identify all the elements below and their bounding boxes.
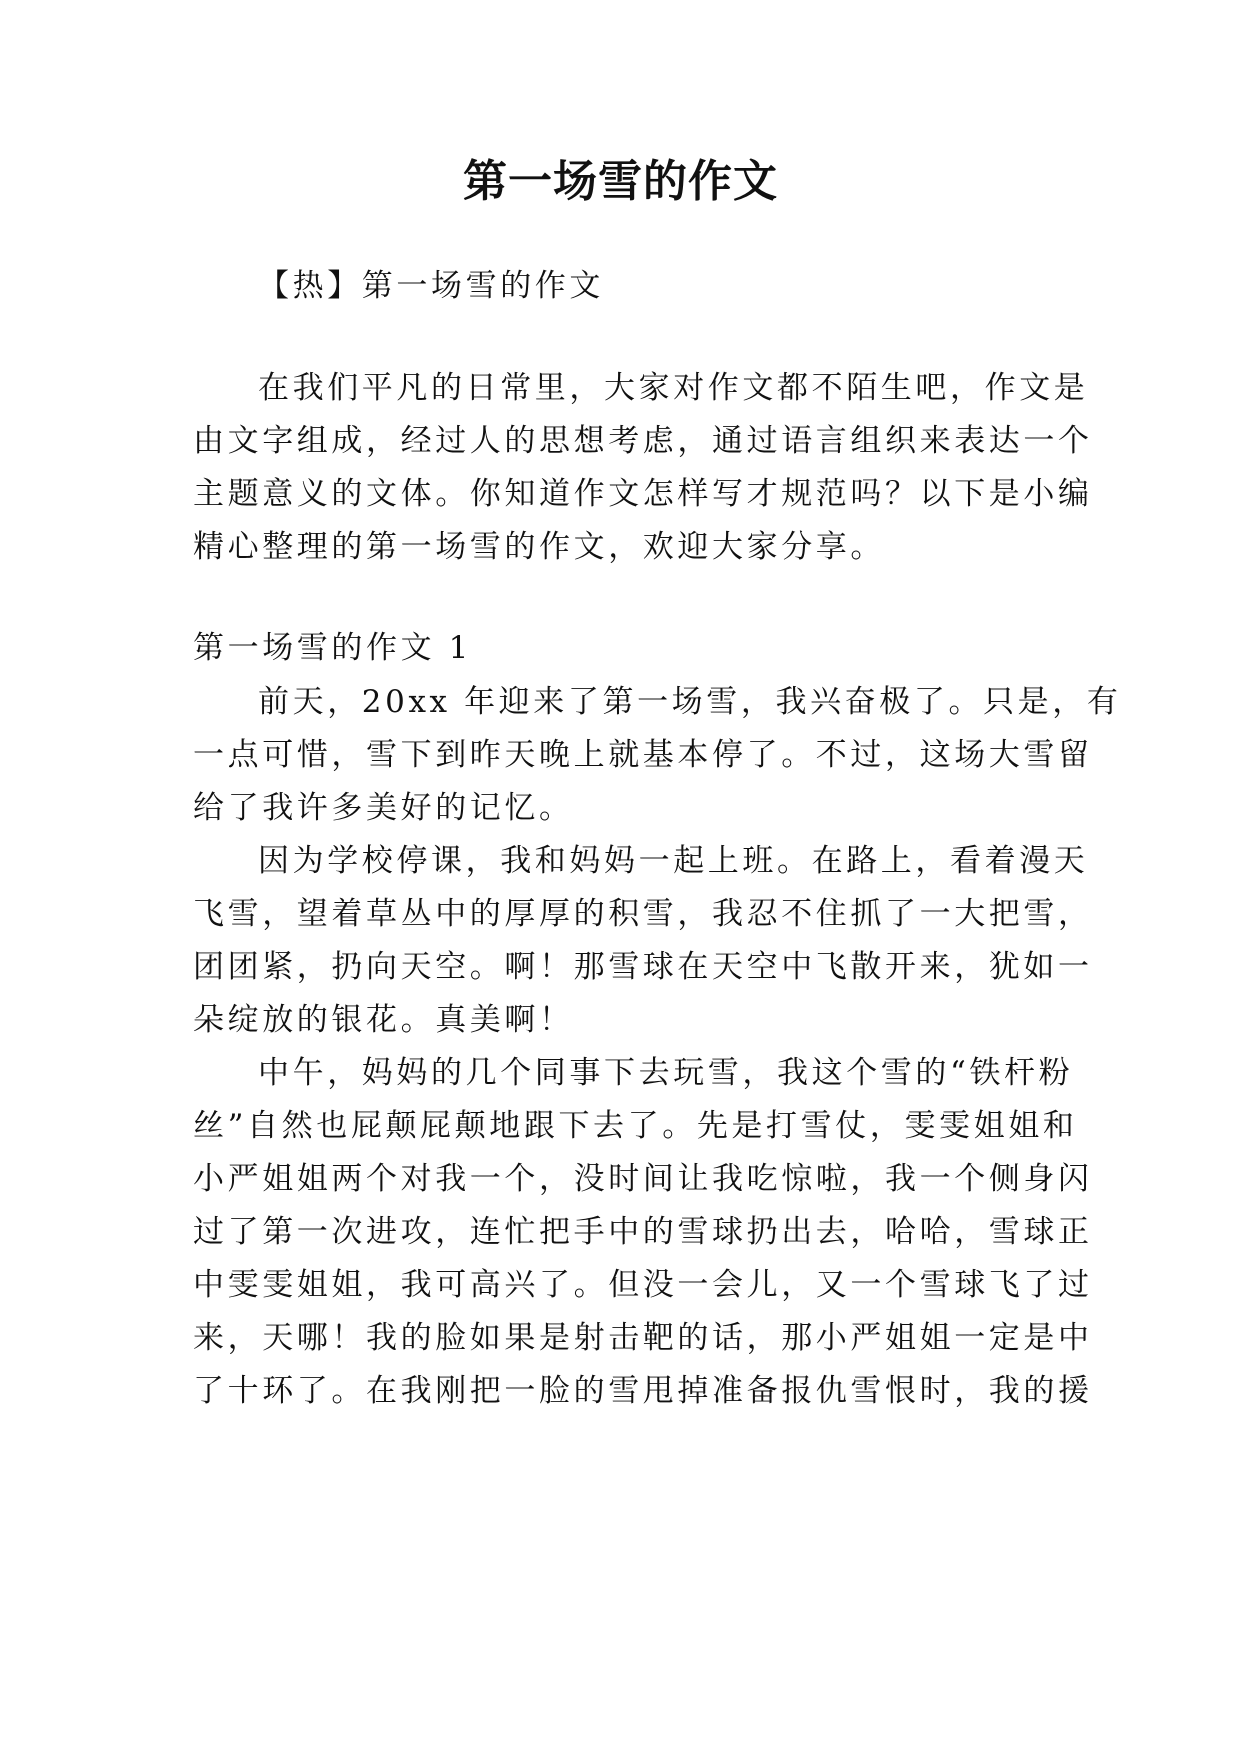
- section-heading: 第一场雪的作文 1: [193, 630, 472, 666]
- paragraph-line: 因为学校停课，我和妈妈一起上班。在路上，看着漫天: [258, 843, 1089, 879]
- paragraph-line: 了十环了。在我刚把一脸的雪甩掉准备报仇雪恨时，我的援: [193, 1373, 1093, 1409]
- intro-line: 由文字组成，经过人的思想考虑，通过语言组织来表达一个: [193, 423, 1093, 459]
- document-title: 第一场雪的作文: [463, 156, 778, 207]
- paragraph-line: 朵绽放的银花。真美啊！: [193, 1002, 574, 1038]
- paragraph-line: 过了第一次进攻，连忙把手中的雪球扔出去，哈哈，雪球正: [193, 1214, 1093, 1250]
- paragraph-line: 给了我许多美好的记忆。: [193, 790, 574, 826]
- paragraph-line: 来，天哪！我的脸如果是射击靶的话，那小严姐姐一定是中: [193, 1320, 1093, 1356]
- paragraph-line: 中雯雯姐姐，我可高兴了。但没一会儿，又一个雪球飞了过: [193, 1267, 1093, 1303]
- paragraph-line: 中午，妈妈的几个同事下去玩雪，我这个雪的“铁杆粉: [258, 1055, 1074, 1091]
- paragraph-line: 前天，20xx 年迎来了第一场雪，我兴奋极了。只是，有: [258, 684, 1122, 720]
- intro-line: 在我们平凡的日常里，大家对作文都不陌生吧，作文是: [258, 370, 1089, 406]
- paragraph-line: 一点可惜，雪下到昨天晚上就基本停了。不过，这场大雪留: [193, 737, 1093, 773]
- subtitle: 【热】第一场雪的作文: [258, 268, 604, 304]
- intro-line: 主题意义的文体。你知道作文怎样写才规范吗？以下是小编: [193, 476, 1093, 512]
- intro-line: 精心整理的第一场雪的作文，欢迎大家分享。: [193, 529, 885, 565]
- paragraph-line: 团团紧，扔向天空。啊！那雪球在天空中飞散开来，犹如一: [193, 949, 1093, 985]
- paragraph-line: 飞雪，望着草丛中的厚厚的积雪，我忍不住抓了一大把雪，: [193, 896, 1093, 932]
- paragraph-line: 小严姐姐两个对我一个，没时间让我吃惊啦，我一个侧身闪: [193, 1161, 1093, 1197]
- paragraph-line: 丝”自然也屁颠屁颠地跟下去了。先是打雪仗，雯雯姐姐和: [193, 1108, 1078, 1144]
